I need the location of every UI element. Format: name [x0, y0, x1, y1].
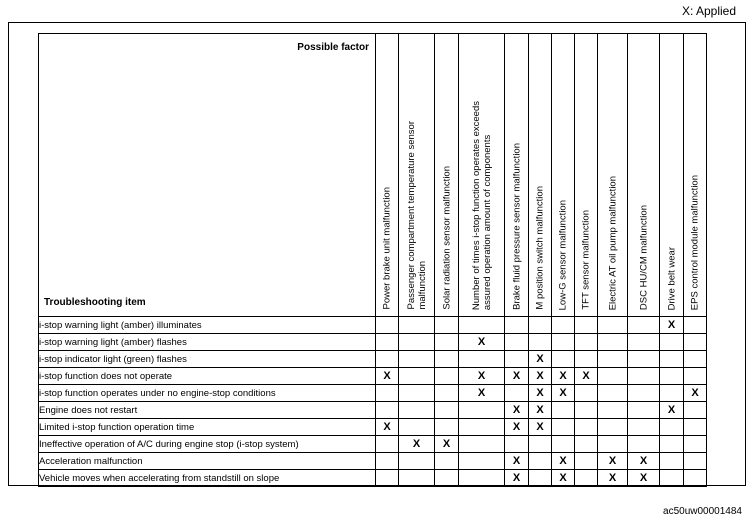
factor-column-header: [435, 34, 459, 317]
empty-mark-cell: [575, 385, 598, 402]
factor-column-header: [376, 34, 399, 317]
empty-mark-cell: [575, 334, 598, 351]
troubleshooting-item-cell: i-stop indicator light (green) flashes: [39, 351, 376, 368]
empty-mark-cell: [598, 317, 628, 334]
empty-mark-cell: [684, 470, 707, 487]
factor-column-header: [628, 34, 660, 317]
factor-label: DSC HU/CM malfunction: [638, 204, 649, 310]
empty-mark-cell: [505, 436, 529, 453]
empty-mark-cell: [660, 453, 684, 470]
empty-mark-cell: [660, 334, 684, 351]
empty-mark-cell: [628, 368, 660, 385]
empty-mark-cell: [575, 453, 598, 470]
empty-mark-cell: [684, 453, 707, 470]
empty-mark-cell: [459, 470, 505, 487]
applied-mark-cell: X: [505, 402, 529, 419]
empty-mark-cell: [628, 436, 660, 453]
empty-mark-cell: [660, 470, 684, 487]
applied-mark-cell: X: [459, 385, 505, 402]
empty-mark-cell: [628, 385, 660, 402]
empty-mark-cell: [435, 385, 459, 402]
empty-mark-cell: [435, 402, 459, 419]
troubleshooting-table: [38, 33, 707, 487]
applied-mark-cell: X: [575, 368, 598, 385]
applied-mark-cell: X: [552, 368, 575, 385]
factor-label: Brake fluid pressure sensor malfunction: [511, 143, 522, 310]
corner-header-cell: [39, 34, 376, 317]
factor-column-header: [399, 34, 435, 317]
troubleshooting-item-cell: Vehicle moves when accelerating from standstill on slope: [39, 470, 376, 487]
empty-mark-cell: [459, 317, 505, 334]
empty-mark-cell: [376, 470, 399, 487]
empty-mark-cell: [376, 317, 399, 334]
empty-mark-cell: [628, 402, 660, 419]
empty-mark-cell: [628, 419, 660, 436]
table-row: [39, 402, 707, 419]
empty-mark-cell: [575, 402, 598, 419]
empty-mark-cell: [435, 470, 459, 487]
empty-mark-cell: [628, 351, 660, 368]
troubleshooting-item-cell: Limited i-stop function operation time: [39, 419, 376, 436]
factor-label: Electric AT oil pump malfunction: [607, 175, 618, 310]
table-row: [39, 317, 707, 334]
applied-mark-cell: X: [529, 385, 552, 402]
empty-mark-cell: [459, 351, 505, 368]
empty-mark-cell: [552, 317, 575, 334]
applied-mark-cell: X: [376, 419, 399, 436]
troubleshooting-item-cell: i-stop function does not operate: [39, 368, 376, 385]
empty-mark-cell: [459, 453, 505, 470]
empty-mark-cell: [435, 419, 459, 436]
table-row: [39, 419, 707, 436]
empty-mark-cell: [684, 334, 707, 351]
empty-mark-cell: [660, 368, 684, 385]
empty-mark-cell: [399, 419, 435, 436]
table-row: [39, 385, 707, 402]
applied-mark-cell: X: [598, 470, 628, 487]
empty-mark-cell: [684, 402, 707, 419]
applied-mark-cell: X: [459, 334, 505, 351]
troubleshooting-item-cell: Ineffective operation of A/C during engine stop (i-stop system): [39, 436, 376, 453]
empty-mark-cell: [399, 453, 435, 470]
factor-column-header: [505, 34, 529, 317]
empty-mark-cell: [684, 351, 707, 368]
empty-mark-cell: [598, 436, 628, 453]
empty-mark-cell: [529, 470, 552, 487]
empty-mark-cell: [552, 334, 575, 351]
empty-mark-cell: [575, 436, 598, 453]
applied-mark-cell: X: [505, 368, 529, 385]
factor-column-header: [684, 34, 707, 317]
table-header-row: [39, 34, 707, 317]
applied-mark-cell: X: [660, 317, 684, 334]
empty-mark-cell: [628, 317, 660, 334]
empty-mark-cell: [684, 436, 707, 453]
applied-mark-cell: X: [660, 402, 684, 419]
empty-mark-cell: [529, 334, 552, 351]
applied-mark-cell: X: [552, 453, 575, 470]
empty-mark-cell: [399, 402, 435, 419]
empty-mark-cell: [399, 317, 435, 334]
empty-mark-cell: [459, 402, 505, 419]
legend-label: X: Applied: [681, 4, 736, 18]
applied-mark-cell: X: [552, 470, 575, 487]
applied-mark-cell: X: [529, 368, 552, 385]
empty-mark-cell: [376, 436, 399, 453]
troubleshooting-item-cell: i-stop warning light (amber) illuminates: [39, 317, 376, 334]
applied-mark-cell: X: [529, 351, 552, 368]
empty-mark-cell: [435, 453, 459, 470]
empty-mark-cell: [660, 436, 684, 453]
possible-factor-label: Possible factor: [297, 42, 369, 53]
factor-column-header: [575, 34, 598, 317]
empty-mark-cell: [459, 419, 505, 436]
empty-mark-cell: [552, 436, 575, 453]
empty-mark-cell: [376, 453, 399, 470]
factor-column-header: [529, 34, 552, 317]
factor-label: EPS control module malfunction: [689, 174, 701, 310]
empty-mark-cell: [529, 436, 552, 453]
factor-column-header: [660, 34, 684, 317]
table-row: [39, 368, 707, 385]
applied-mark-cell: X: [598, 453, 628, 470]
empty-mark-cell: [684, 317, 707, 334]
empty-mark-cell: [575, 470, 598, 487]
empty-mark-cell: [598, 351, 628, 368]
applied-mark-cell: X: [529, 402, 552, 419]
applied-mark-cell: X: [684, 385, 707, 402]
empty-mark-cell: [399, 470, 435, 487]
empty-mark-cell: [505, 385, 529, 402]
empty-mark-cell: [435, 334, 459, 351]
factor-label: Low-G sensor malfunction: [557, 199, 569, 310]
table-row: [39, 334, 707, 351]
empty-mark-cell: [552, 402, 575, 419]
empty-mark-cell: [660, 351, 684, 368]
empty-mark-cell: [529, 453, 552, 470]
empty-mark-cell: [435, 368, 459, 385]
table-row: [39, 453, 707, 470]
table-row: [39, 470, 707, 487]
empty-mark-cell: [376, 402, 399, 419]
empty-mark-cell: [598, 368, 628, 385]
empty-mark-cell: [529, 317, 552, 334]
troubleshooting-item-cell: i-stop function operates under no engine-stop conditions: [39, 385, 376, 402]
factor-column-header: [459, 34, 505, 317]
applied-mark-cell: X: [505, 470, 529, 487]
empty-mark-cell: [684, 368, 707, 385]
empty-mark-cell: [435, 317, 459, 334]
empty-mark-cell: [399, 368, 435, 385]
applied-mark-cell: X: [435, 436, 459, 453]
applied-mark-cell: X: [459, 368, 505, 385]
empty-mark-cell: [575, 317, 598, 334]
empty-mark-cell: [399, 334, 435, 351]
applied-mark-cell: X: [376, 368, 399, 385]
troubleshooting-item-cell: Engine does not restart: [39, 402, 376, 419]
empty-mark-cell: [459, 436, 505, 453]
empty-mark-cell: [598, 402, 628, 419]
empty-mark-cell: [684, 419, 707, 436]
factor-label: Drive belt wear: [666, 246, 677, 310]
factor-label: TFT sensor malfunction: [580, 210, 592, 310]
troubleshooting-item-label: Troubleshooting item: [44, 297, 146, 308]
empty-mark-cell: [660, 419, 684, 436]
empty-mark-cell: [376, 351, 399, 368]
empty-mark-cell: [598, 334, 628, 351]
empty-mark-cell: [598, 385, 628, 402]
empty-mark-cell: [399, 351, 435, 368]
empty-mark-cell: [552, 351, 575, 368]
empty-mark-cell: [552, 419, 575, 436]
table-row: [39, 351, 707, 368]
factor-label: Solar radiation sensor malfunction: [441, 166, 452, 310]
applied-mark-cell: X: [505, 453, 529, 470]
empty-mark-cell: [399, 385, 435, 402]
empty-mark-cell: [505, 351, 529, 368]
table-body: [39, 317, 707, 487]
applied-mark-cell: X: [399, 436, 435, 453]
empty-mark-cell: [376, 385, 399, 402]
table-row: [39, 436, 707, 453]
empty-mark-cell: [376, 334, 399, 351]
applied-mark-cell: X: [628, 470, 660, 487]
empty-mark-cell: [575, 419, 598, 436]
factor-label: Passenger compartment temperature sensor malfunction: [405, 121, 428, 310]
factor-label: Number of times i-stop function operates exceeds assured operation amount of components: [470, 100, 493, 310]
factor-label: Power brake unit malfunction: [381, 187, 393, 310]
factor-label: M position switch malfunction: [534, 186, 546, 310]
applied-mark-cell: X: [529, 419, 552, 436]
empty-mark-cell: [435, 351, 459, 368]
figure-id-caption: ac50uw00001484: [663, 506, 742, 517]
empty-mark-cell: [660, 385, 684, 402]
empty-mark-cell: [598, 419, 628, 436]
troubleshooting-item-cell: Acceleration malfunction: [39, 453, 376, 470]
troubleshooting-item-cell: i-stop warning light (amber) flashes: [39, 334, 376, 351]
factor-column-header: [598, 34, 628, 317]
applied-mark-cell: X: [505, 419, 529, 436]
applied-mark-cell: X: [628, 453, 660, 470]
empty-mark-cell: [575, 351, 598, 368]
empty-mark-cell: [505, 334, 529, 351]
applied-mark-cell: X: [552, 385, 575, 402]
empty-mark-cell: [628, 334, 660, 351]
factor-column-header: [552, 34, 575, 317]
empty-mark-cell: [505, 317, 529, 334]
